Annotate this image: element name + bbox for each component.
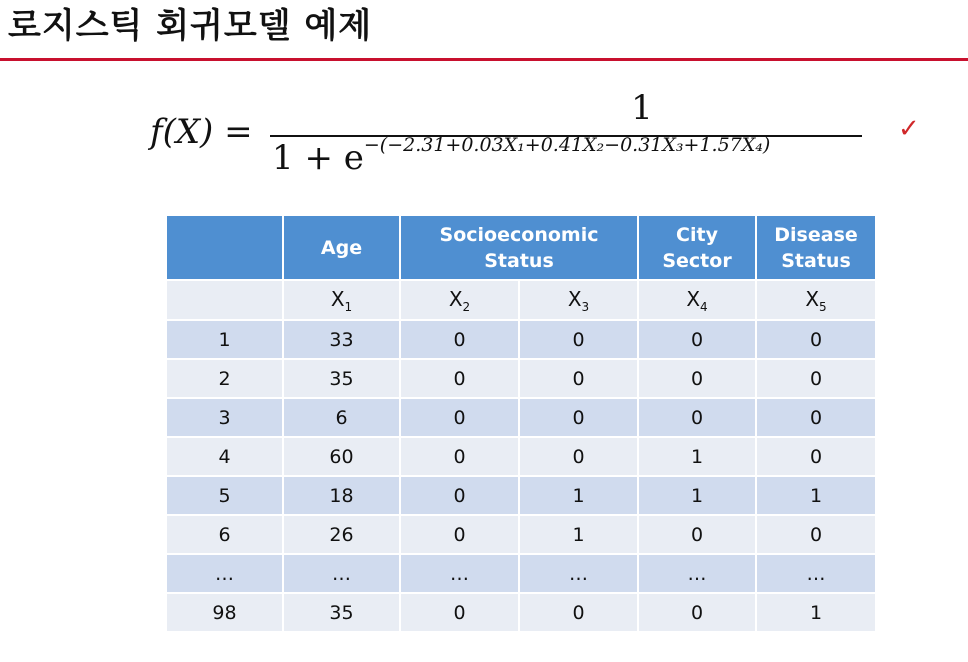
var-x5-base: X xyxy=(805,286,820,311)
table-cell: 0 xyxy=(400,398,519,437)
table-cell: … xyxy=(756,554,876,593)
table-header-row xyxy=(166,215,876,280)
table-cell: 35 xyxy=(283,593,400,632)
table-cell: 98 xyxy=(166,593,283,632)
var-x5-sub: 5 xyxy=(819,299,827,314)
var-x2-base: X xyxy=(448,286,463,311)
var-x4-sub: 4 xyxy=(700,299,708,314)
title-divider xyxy=(0,58,968,61)
denominator-base: 1 + e xyxy=(272,138,364,178)
table-cell: 0 xyxy=(756,359,876,398)
header-disease-line1: Disease xyxy=(774,223,858,246)
table-cell: 0 xyxy=(519,359,638,398)
var-x3-base: X xyxy=(567,286,582,311)
table-cell: … xyxy=(638,554,756,593)
table-cell: 0 xyxy=(400,593,519,632)
var-x2-sub: 2 xyxy=(462,299,471,314)
var-x1-base: X xyxy=(330,286,345,311)
table-cell: 26 xyxy=(283,515,400,554)
table-row xyxy=(166,593,876,632)
table-cell: 0 xyxy=(638,359,756,398)
header-city-sector xyxy=(638,215,756,280)
table-cell: 0 xyxy=(756,398,876,437)
table-cell: 0 xyxy=(519,593,638,632)
table-cell: 1 xyxy=(756,476,876,515)
table-cell: 35 xyxy=(283,359,400,398)
table-cell: 1 xyxy=(638,476,756,515)
var-x4-base: X xyxy=(686,286,701,311)
table-cell: 0 xyxy=(756,515,876,554)
table-cell: … xyxy=(283,554,400,593)
table-row xyxy=(166,437,876,476)
table-row xyxy=(166,320,876,359)
table-row xyxy=(166,554,876,593)
header-socioeconomic-status xyxy=(400,215,638,280)
table-cell: 0 xyxy=(400,476,519,515)
table-cell: 0 xyxy=(756,437,876,476)
table-cell: 0 xyxy=(519,320,638,359)
table-cell: 4 xyxy=(166,437,283,476)
table-cell: 6 xyxy=(283,398,400,437)
table-row xyxy=(166,359,876,398)
table-variable-row xyxy=(166,280,876,320)
formula-numerator: 1 xyxy=(631,88,653,128)
data-table xyxy=(165,214,877,633)
table-cell: 0 xyxy=(400,359,519,398)
var-x3-sub: 3 xyxy=(581,299,590,314)
table-cell: 0 xyxy=(638,398,756,437)
table-cell: 0 xyxy=(519,437,638,476)
table-cell: 2 xyxy=(166,359,283,398)
table-cell: 0 xyxy=(638,320,756,359)
table-cell: 1 xyxy=(638,437,756,476)
page-title: 로지스틱 회귀모델 예제 xyxy=(8,6,373,46)
var-x1 xyxy=(283,280,400,320)
header-ses-line1: Socioeconomic xyxy=(439,223,599,246)
table-cell: 0 xyxy=(400,515,519,554)
table-cell: 1 xyxy=(519,515,638,554)
table-cell: 0 xyxy=(400,437,519,476)
header-age xyxy=(283,215,400,280)
check-mark-icon: ✓ xyxy=(898,114,920,144)
header-age-label: Age xyxy=(320,236,363,259)
var-x3 xyxy=(519,280,638,320)
table-cell: … xyxy=(400,554,519,593)
table-row xyxy=(166,398,876,437)
var-blank xyxy=(166,280,283,320)
table-cell: 1 xyxy=(519,476,638,515)
table-cell: 0 xyxy=(400,320,519,359)
table-cell: 1 xyxy=(756,593,876,632)
var-x1-sub: 1 xyxy=(344,299,353,314)
table-cell: 6 xyxy=(166,515,283,554)
table-cell: 0 xyxy=(756,320,876,359)
formula-denominator xyxy=(272,134,771,178)
header-disease-status xyxy=(756,215,876,280)
var-x5 xyxy=(756,280,876,320)
var-x4 xyxy=(638,280,756,320)
table-cell: 0 xyxy=(638,593,756,632)
table-cell: 60 xyxy=(283,437,400,476)
header-city-line1: City xyxy=(676,223,718,246)
table-row xyxy=(166,476,876,515)
table-cell: 3 xyxy=(166,398,283,437)
table-cell: 5 xyxy=(166,476,283,515)
formula-exponent: −(−2.31+0.03X₁+0.41X₂−0.31X₃+1.57X₄) xyxy=(363,134,771,156)
table-cell: 1 xyxy=(166,320,283,359)
formula-lhs: f(X) = xyxy=(150,112,253,152)
table-cell: 0 xyxy=(638,515,756,554)
header-blank xyxy=(166,215,283,280)
header-disease-line2: Status xyxy=(781,249,851,272)
table-row xyxy=(166,515,876,554)
var-x2 xyxy=(400,280,519,320)
table-cell: 0 xyxy=(519,398,638,437)
header-ses-line2: Status xyxy=(484,249,554,272)
header-city-line2: Sector xyxy=(662,249,732,272)
table-cell: 18 xyxy=(283,476,400,515)
logistic-formula xyxy=(150,88,870,178)
table-cell: … xyxy=(166,554,283,593)
table-cell: … xyxy=(519,554,638,593)
table-cell: 33 xyxy=(283,320,400,359)
